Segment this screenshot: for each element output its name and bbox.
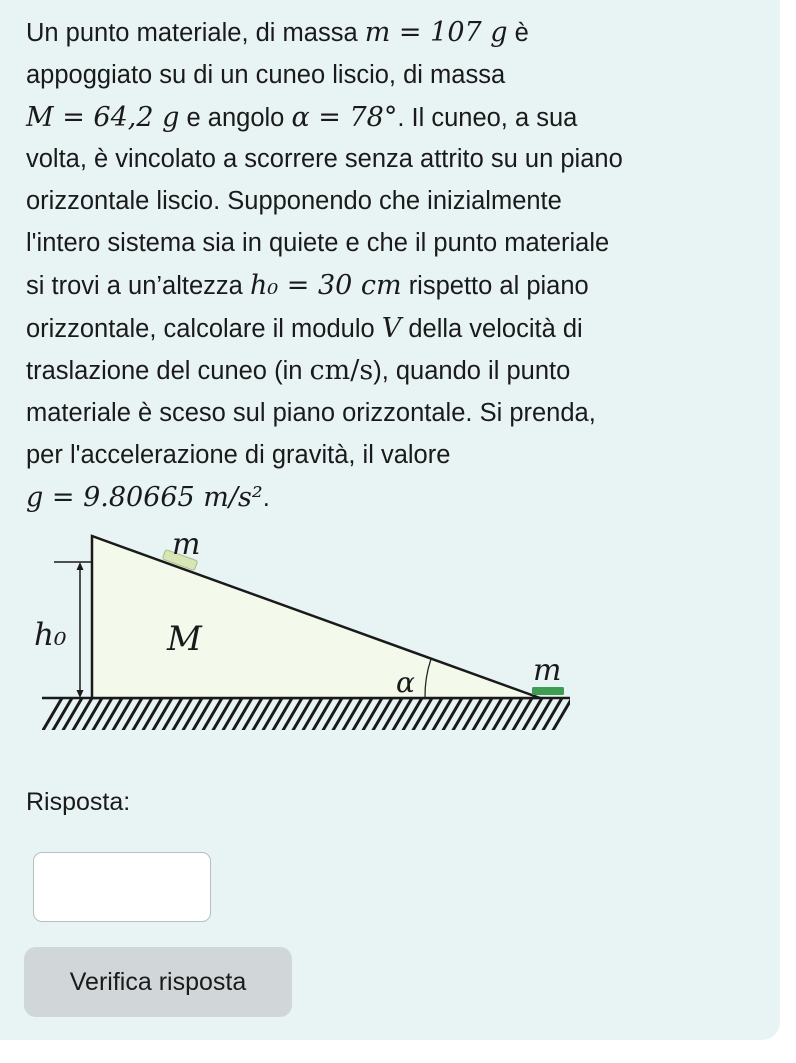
wedge	[92, 536, 540, 698]
problem-line-8: orizzontale, calcolare il modulo V della velocità di	[26, 312, 583, 344]
height-arrow-top-head	[77, 562, 84, 570]
ground-hatching	[42, 698, 572, 732]
problem-line-4: volta, è vincolato a scorrere senza attrito su un piano	[26, 145, 623, 174]
math-velocity-V: V	[381, 312, 402, 344]
label-m-bottom: m	[533, 653, 562, 688]
check-answer-button[interactable]: Verifica risposta	[24, 947, 292, 1017]
math-mass-m: m = 107 g	[364, 17, 508, 48]
math-gravity-g: g = 9.80665 m/s²	[26, 481, 263, 513]
answer-label: Risposta:	[26, 788, 131, 816]
problem-line-7: si trovi a un’altezza h₀ = 30 cm rispetto al piano	[26, 269, 589, 301]
problem-line-3: M = 64,2 g e angolo α = 78°. Il cuneo, a sua	[26, 101, 578, 133]
wedge-diagram	[30, 520, 590, 750]
math-height-h0: h₀ = 30 cm	[249, 269, 402, 301]
problem-line-1: Un punto materiale, di massa m = 107 g è	[26, 17, 529, 48]
math-angle-alpha: α = 78°	[291, 101, 398, 133]
problem-line-6: l'intero sistema sia in quiete e che il punto materiale	[26, 228, 610, 257]
problem-line-11: per l'accelerazione di gravità, il valore	[26, 440, 451, 469]
problem-line-5: orizzontale liscio. Supponendo che inizialmente	[26, 187, 562, 216]
problem-line-12: g = 9.80665 m/s².	[26, 481, 270, 513]
label-h0: h₀	[34, 617, 67, 653]
problem-line-2: appoggiato su di un cuneo liscio, di massa	[26, 60, 506, 89]
label-alpha: α	[396, 666, 415, 699]
math-unit-cm-s: cm/s	[309, 355, 374, 387]
answer-input[interactable]	[33, 852, 211, 922]
label-M: M	[167, 619, 202, 659]
problem-line-10: materiale è sceso sul piano orizzontale. Si prenda,	[26, 399, 596, 428]
problem-text	[26, 12, 756, 520]
block-on-ground	[532, 687, 564, 695]
problem-line-9: traslazione del cuneo (in cm/s), quando il punto	[26, 355, 571, 387]
math-mass-M: M = 64,2 g	[26, 101, 180, 133]
label-m-top: m	[172, 527, 201, 562]
